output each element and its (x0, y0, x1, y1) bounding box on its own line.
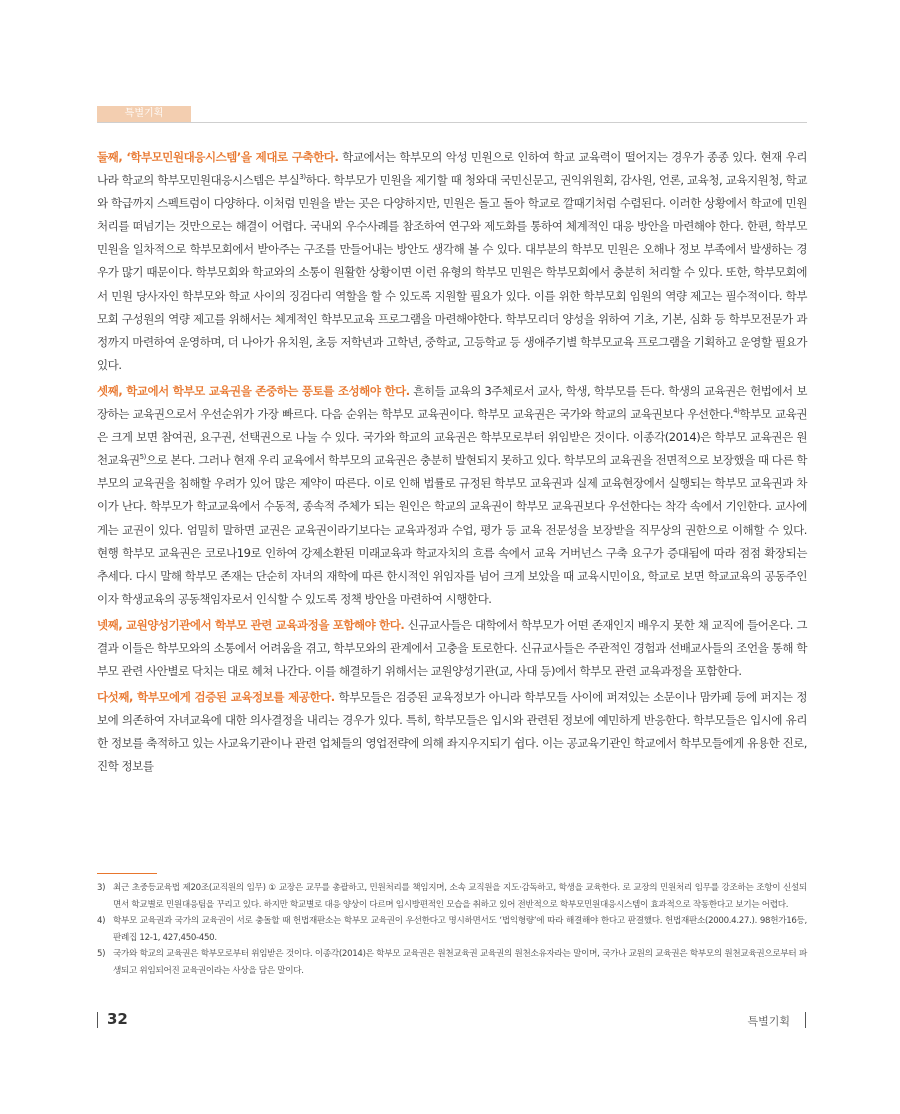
footnote-divider (97, 873, 157, 874)
paragraph-fifth (97, 686, 807, 778)
article-body (97, 146, 807, 782)
footnote-number: 5) (97, 949, 106, 959)
paragraph-lead: 둘째, ‘학부모민원대응시스템’을 제대로 구축한다. (97, 150, 339, 164)
footnote-item (97, 913, 807, 946)
footnote-item (97, 880, 807, 913)
footnote-text: 최근 초중등교육법 제20조(교직원의 임무) ① 교장은 교무를 총괄하고, 민원처리를 책임지며, 소속 교직원을 지도·감독하고, 학생을 교육한다. 로 교장의 민원처리 임무를 강조하는 조항이 신설되면서 학교별로 민원대응팀을 꾸리고 있다. 하지만 학교별로 대응 양상이 다르며 임시방편적인 모습을 취하고 있어 전반적으로 학부모민원대응시스템이 효과적으로 작동한다고 보기는 어렵다. (113, 883, 807, 910)
paragraph-text: 으로 본다. 그러나 현재 우리 교육에서 학부모의 교육권은 충분히 발현되지 못하고 있다. 학부모의 교육권을 전면적으로 보장했을 때 다른 학부모의 교육권을 침해할 우려가 있어 많은 제약이 따른다. 이로 인해 법률로 규정된 학부모 교육권과 실제 교육현장에서 실행되는 학부모 교육권과 차이가 난다. 학부모가 학교교육에서 수동적, 종속적 주체가 되는 원인은 학교의 교육권이 학부모 교육권보다 우선한다는 착각 속에서 기인한다. 교사에게는 교권이 있다. 엄밀히 말하면 교권은 교육권이라기보다는 교육과정과 수업, 평가 등 교육 전문성을 보장받을 직무상의 권한으로 이해할 수 있다. 현행 학부모 교육권은 코로나19로 인하여 강제소환된 미래교육과 학교자치의 흐름 속에서 교육 거버넌스 구축 요구가 증대됨에 따라 점점 확장되는 추세다. 다시 말해 학부모 존재는 단순히 자녀의 재학에 따른 한시적인 위임자를 넘어 크게 보았을 때 교육시민이요, 학교로 보면 학교교육의 공동주인이자 학생교육의 공동책임자로서 인식할 수 있도록 정책 방안을 마련하여 시행한다. (97, 453, 807, 606)
footnote-item (97, 946, 807, 979)
page-number: 32 (107, 1010, 128, 1028)
paragraph-text: 학부모들은 검증된 교육정보가 아니라 학부모들 사이에 퍼져있는 소문이나 맘카페 등에 퍼지는 정보에 의존하여 자녀교육에 대한 의사결정을 내리는 경우가 있다. 특히, 학부모들은 입시와 관련된 정보에 예민하게 반응한다. 학부모들은 입시에 유리한 정보를 축적하고 있는 사교육기관이나 관련 업체들의 영업전략에 의해 좌지우지되기 쉽다. 이는 공교육기관인 학교에서 학부모들에게 유용한 진로, 진학 정보를 (97, 690, 807, 774)
footnote-ref[interactable]: 3) (299, 173, 306, 182)
footnotes (97, 880, 807, 979)
paragraph-text: 하다. 학부모가 민원을 제기할 때 청와대 국민신문고, 권익위원회, 감사원, 언론, 교육청, 교육지원청, 학교와 학급까지 스펙트럼이 다양하다. 이처럼 민원을 받는 곳은 다양하지만, 민원은 돌고 돌아 학교로 깔때기처럼 수렴된다. 이러한 상황에서 학교에 민원 처리를 떠넘기는 것만으로는 해결이 어렵다. 국내외 우수사례를 참조하여 연구와 제도화를 통하여 체계적인 대응 방안을 마련해야 한다. 한편, 학부모 민원을 일차적으로 학부모회에서 받아주는 구조를 만들어내는 방안도 생각해 볼 수 있다. 대부분의 학부모 민원은 오해나 정보 부족에서 발생하는 경우가 많기 때문이다. 학부모회와 학교와의 소통이 원활한 상황이면 이런 유형의 학부모 민원은 학부모회에서 충분히 처리할 수 있다. 또한, 학부모회에서 민원 당사자인 학부모와 학교 사이의 징검다리 역할을 할 수 있도록 지원할 필요가 있다. 이를 위한 학부모회 임원의 역량 제고는 필수적이다. 학부모회 구성원의 역량 제고를 위해서는 체계적인 학부모교육 프로그램을 마련해야한다. 학부모리더 양성을 위하여 기초, 기본, 심화 등 학부모전문가 과정까지 마련하여 운영하며, 더 나아가 유치원, 초등 저학년과 고학년, 중학교, 고등학교 등 생애주기별 학부모교육 프로그램을 기획하고 운영할 필요가 있다. (97, 173, 807, 372)
footnote-number: 3) (97, 883, 106, 893)
paragraph-text: 흔히들 교육의 3주체로서 교사, 학생, 학부모를 든다. 학생의 교육권은 헌법에서 보장하는 교육권으로서 우선순위가 가장 빠르다. 다음 순위는 학부모 교육권이다. 학부모 교육권은 국가와 학교의 교육권보다 우선한다. (97, 383, 807, 422)
section-tab: 특별기획 (97, 106, 191, 122)
footnote-text: 학부모 교육권과 국가의 교육권이 서로 충돌할 때 헌법재판소는 학부모 교육권이 우선한다고 명시하면서도 ‘법익형량’에 따라 해결해야 한다고 판결했다. 헌법재판소(2000.4.27.). 98헌가16등, 판례집 12-1, 427,450-450. (113, 916, 807, 943)
paragraph-second (97, 146, 807, 377)
header-rule (97, 122, 807, 123)
paragraph-lead: 넷째, 교원양성기관에서 학부모 관련 교육과정을 포함해야 한다. (97, 617, 405, 632)
paragraph-text: 학부모 교육권은 크게 보면 참여권, 요구권, 선택권으로 나눌 수 있다. 국가와 학교의 교육권은 학부모로부터 위임받은 것이다. 이종각(2014)은 학부모 교육권은 원천교육권 (97, 407, 807, 468)
paragraph-lead: 다섯째, 학부모에게 검증된 교육정보를 제공한다. (97, 690, 335, 705)
footnote-ref[interactable]: 5) (139, 453, 146, 462)
footnote-number: 4) (97, 916, 106, 926)
footnote-ref[interactable]: 4) (733, 407, 740, 416)
paragraph-lead: 셋째, 학교에서 학부모 교육권을 존중하는 풍토를 조성해야 한다. (97, 383, 410, 398)
footer-section-label: 특별기획 (747, 1015, 790, 1028)
footer-left-bar (97, 1012, 98, 1028)
footnote-text: 국가와 학교의 교육권은 학부모로부터 위임받은 것이다. 이종각(2014)은 학부모 교육권은 원천교육권 교육권의 원천소유자라는 말이며, 국가나 교원의 교육권은 학부모의 원천교육권으로부터 파생되고 위임되어진 교육권이라는 사상을 담은 말이다. (113, 949, 807, 976)
paragraph-text: 학교에서는 학부모의 악성 민원으로 인하여 학교 교육력이 떨어지는 경우가 종종 있다. 현재 우리나라 학교의 학부모민원대응시스템은 부실 (97, 150, 807, 188)
paragraph-third (97, 380, 807, 611)
footer-right-bar (805, 1012, 806, 1028)
paragraph-fourth (97, 614, 807, 683)
paragraph-text: 신규교사들은 대학에서 학부모가 어떤 존재인지 배우지 못한 채 교직에 들어온다. 그 결과 이들은 학부모와의 소통에서 어려움을 겪고, 학부모와의 관계에서 고충을 토로한다. 신규교사들은 주관적인 경험과 선배교사들의 조언을 통해 학부모 관련 사안별로 닥치는 대로 헤쳐 나간다. 이를 해결하기 위해서는 교원양성기관(교, 사대 등)에서 학부모 관련 교육과정을 포함한다. (97, 617, 807, 679)
